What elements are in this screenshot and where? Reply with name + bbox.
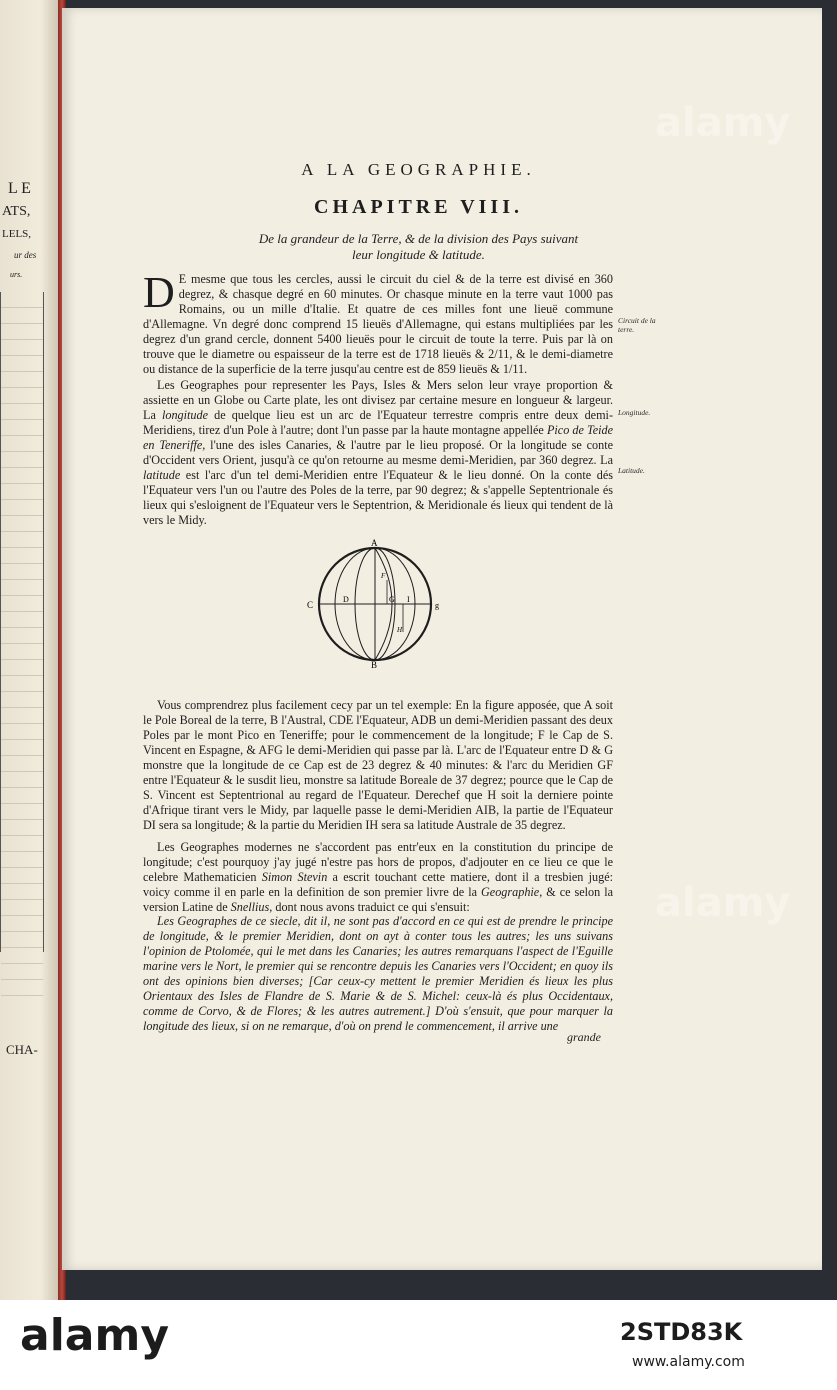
left-table-row [1, 436, 43, 452]
figure-label-e: g [435, 601, 439, 610]
left-page-fragment [0, 0, 58, 1300]
left-table-row [1, 468, 43, 484]
paragraph-4-text: , & ce selon la version Latine de [143, 885, 613, 914]
left-table-row [1, 884, 43, 900]
left-fragment-text: ur des [14, 250, 37, 260]
left-fragment-text: L E [8, 180, 31, 197]
left-page-table [0, 292, 44, 952]
paragraph-2-text: , l'une des isles Canaries, & l'autre par le lieu proposé. Or la longitude se conte d'Occident vers Orient, jusqu'à ce qu'on retourne au mesme demi-Meridien, par 360 degrez. La [143, 438, 614, 467]
chapter-subtitle-line1: De la grandeur de la Terre, & de la division des Pays suivant [258, 231, 579, 246]
left-table-row [1, 916, 43, 932]
paragraph-4 [143, 840, 613, 915]
paragraph-2-text: de quelque lieu est un arc de l'Equateur terrestre compris entre deux demi-Meridiens, tirez d'un Pole à l'autre; dont l'un passe par la haute montagne appellée [143, 408, 614, 437]
term-latitude: latitude [143, 468, 181, 482]
paragraph-5-quotation: Les Geographes de ce siecle, dit il, ne sont pas d'accord en ce qui est de prendre le principe de longitude, & le premier Meridien, dont on ayt à conter tous les autres; les uns suivans l'opinion de Ptolomée, qui le met dans les Canaries; les autres remarquans l'aspect de l'Eguille marine vers le Nort, le premier qui se rencontre depuis les Canaries vers l'Occident; en quoy ils ont des opinions bien diverses; [Car ceux-cy mettent le premier Meridien és lieux les plus Orientaux des Isles de Flandre de S. Marie & de S. Michel: ceux-là és plus Occidentaux, comme de Corvo, & de Flores; & les autres autrement.] D'où s'ensuit, que pour marquer la longitude des lieux, si on ne remarque, d'où on prend le commencement, il arrive une [143, 914, 613, 1033]
left-table-row [1, 804, 43, 820]
left-table-row [1, 868, 43, 884]
left-table-row [1, 532, 43, 548]
left-table-row [1, 404, 43, 420]
left-table-row [1, 420, 43, 436]
running-head: A LA GEOGRAPHIE. [301, 160, 536, 179]
left-table-row [1, 788, 43, 804]
left-table-row [1, 484, 43, 500]
left-table-row [1, 964, 43, 980]
left-table-row [1, 692, 43, 708]
term-longitude: longitude [161, 408, 209, 422]
left-table-row [1, 580, 43, 596]
left-table-row [1, 596, 43, 612]
figure-label-g: G [389, 595, 395, 604]
paragraph-2 [143, 378, 613, 528]
left-fragment-text: LELS, [2, 228, 32, 240]
paragraph-1 [143, 268, 613, 377]
left-table-row [1, 372, 43, 388]
stock-logo: alamy [20, 1310, 169, 1361]
left-table-row [1, 500, 43, 516]
left-table-row [1, 852, 43, 868]
left-table-row [1, 772, 43, 788]
figure-label-h: H [397, 626, 403, 634]
left-table-row [1, 820, 43, 836]
figure-label-a: A [371, 538, 378, 548]
left-table-row [1, 388, 43, 404]
margin-note-longitude: Longitude. [618, 408, 651, 417]
left-table-row [1, 756, 43, 772]
margin-note-latitude: Latitude. [618, 466, 645, 475]
left-table-row [1, 932, 43, 948]
stock-image-id: 2STD83K [620, 1318, 743, 1346]
left-table-row [1, 644, 43, 660]
drop-cap: D [143, 268, 175, 317]
title-geographie: Geographie [480, 885, 540, 899]
left-fragment-text: ATS, [2, 204, 31, 219]
figure-label-f: F [381, 572, 386, 580]
left-table-row [1, 724, 43, 740]
left-table-row [1, 324, 43, 340]
name-snellius: Snellius [230, 900, 270, 914]
left-table-row [1, 516, 43, 532]
watermark-logo: alamy [655, 880, 791, 926]
paragraph-3: Vous comprendrez plus facilement cecy par un tel exemple: En la figure apposée, que A soit le Pole Boreal de la terre, B l'Austral, CDE l'Equateur, ADB un demi-Meridien passant des deux Poles par le mont Pico en Teneriffe; pour le commencement de la longitude; F le Cap de S. Vincent en Espagne, & AFG le demi-Meridien qui passe par là. L'arc de l'Equateur entre D & G monstre que la longitude de ce Cap est de 23 degrez & 40 minutes: & l'arc du Meridien GF entre l'Equateur & le susdit lieu, monstre sa latitude Boreale de 37 degrez; pource que le Cap de S. Vincent est Septentrional au regard de l'Equateur. Derechef que H soit la derniere pointe d'Afrique tirant vers le Midy, par laquelle passe le demi-Meridien AIB, la partie de l'Equateur DI sera sa longitude; & la partie du Meridien IH sera sa latitude Australe de 35 degrez. [143, 698, 613, 832]
left-table-row [1, 676, 43, 692]
chapter-title: CHAPITRE VIII. [314, 196, 523, 218]
term-pico: Pico de Teide en Teneriffe [143, 423, 614, 452]
left-table-row [1, 564, 43, 580]
left-table-row [1, 292, 43, 308]
name-stevin: Simon Stevin [261, 870, 328, 884]
stock-url: www.alamy.com [632, 1354, 745, 1370]
left-table-row [1, 308, 43, 324]
chapter-subtitle-line2: leur longitude & latitude. [352, 247, 485, 262]
figure-label-b: B [371, 660, 378, 668]
left-table-row [1, 452, 43, 468]
left-table-row [1, 708, 43, 724]
left-table-row [1, 548, 43, 564]
left-table-row [1, 900, 43, 916]
paragraph-4-text: a escrit touchant cette matiere, dont il a tresbien jugé: voicy comme il en parle en la definition de son premier livre de la [143, 870, 613, 899]
figure-label-i: I [407, 595, 410, 604]
left-table-row [1, 340, 43, 356]
left-table-row [1, 356, 43, 372]
left-table-row [1, 948, 43, 964]
margin-note-circuit: Circuit de la terre. [618, 316, 656, 334]
left-table-row [1, 628, 43, 644]
paragraph-2-text: Les Geographes pour representer les Pays, Isles & Mers selon leur vraye proportion & assiette en un Globe ou Carte plate, les ont divisez par certaine mesure en longueur & largeur. La [143, 378, 613, 422]
paragraph-4-text: , dont nous avons traduict ce qui s'ensuit: [269, 900, 470, 914]
left-table-row [1, 980, 43, 996]
catchword: grande [567, 1030, 601, 1044]
left-table-row [1, 740, 43, 756]
paragraph-1-text: E mesme que tous les cercles, aussi le circuit du ciel & de la terre est divisé en 360 degrez, & chasque degré en 60 minutes. Or chasque minute en la terre vaut 1000 pas Romains, ou un mille d'Italie. Et quatre de ces milles font une lieuë commune d'Allemagne. Vn degré donc comprend 15 lieuës d'Allemagne, qui estans multipliées par les degrez d'un grand cercle, donnent 5400 lieuës pour le circuit de toute la terre. Puis par là on trouve que le diametre ou espaisseur de la terre est de 1718 lieuës & 2/11, & le demi-diametre ou distance de la superficie de la terre jusqu'au centre est de 859 lieuës & 1/11. [143, 272, 613, 376]
left-table-row [1, 836, 43, 852]
figure-label-d: D [343, 595, 349, 604]
left-table-row [1, 612, 43, 628]
left-table-row [1, 660, 43, 676]
paragraph-2-text: est l'arc d'un tel demi-Meridien entre l'Equateur & le lieu donné. On la conte dés l'Equateur vers l'un ou l'autre des Poles de la terre, par 90 degrez; & s'appelle Septentrionale és lieux qui s'esloignent de l'Equateur vers le Septentrion, & Meridionale és lieux qui tendent de là vers le Midy. [143, 468, 613, 527]
left-fragment-catchword: CHA- [6, 1042, 38, 1057]
figure-label-c: C [307, 600, 314, 610]
watermark-logo: alamy [655, 100, 791, 146]
paragraph-4-text: Les Geographes modernes ne s'accordent pas entr'eux en la constitution du principe de longitude; c'est pourquoy j'ay jugé n'estre pas hors de propos, d'adjouter en ce lieu ce que le celebre Mathematicien [143, 840, 613, 884]
globe-diagram [305, 536, 455, 668]
left-fragment-text: urs. [10, 270, 23, 279]
